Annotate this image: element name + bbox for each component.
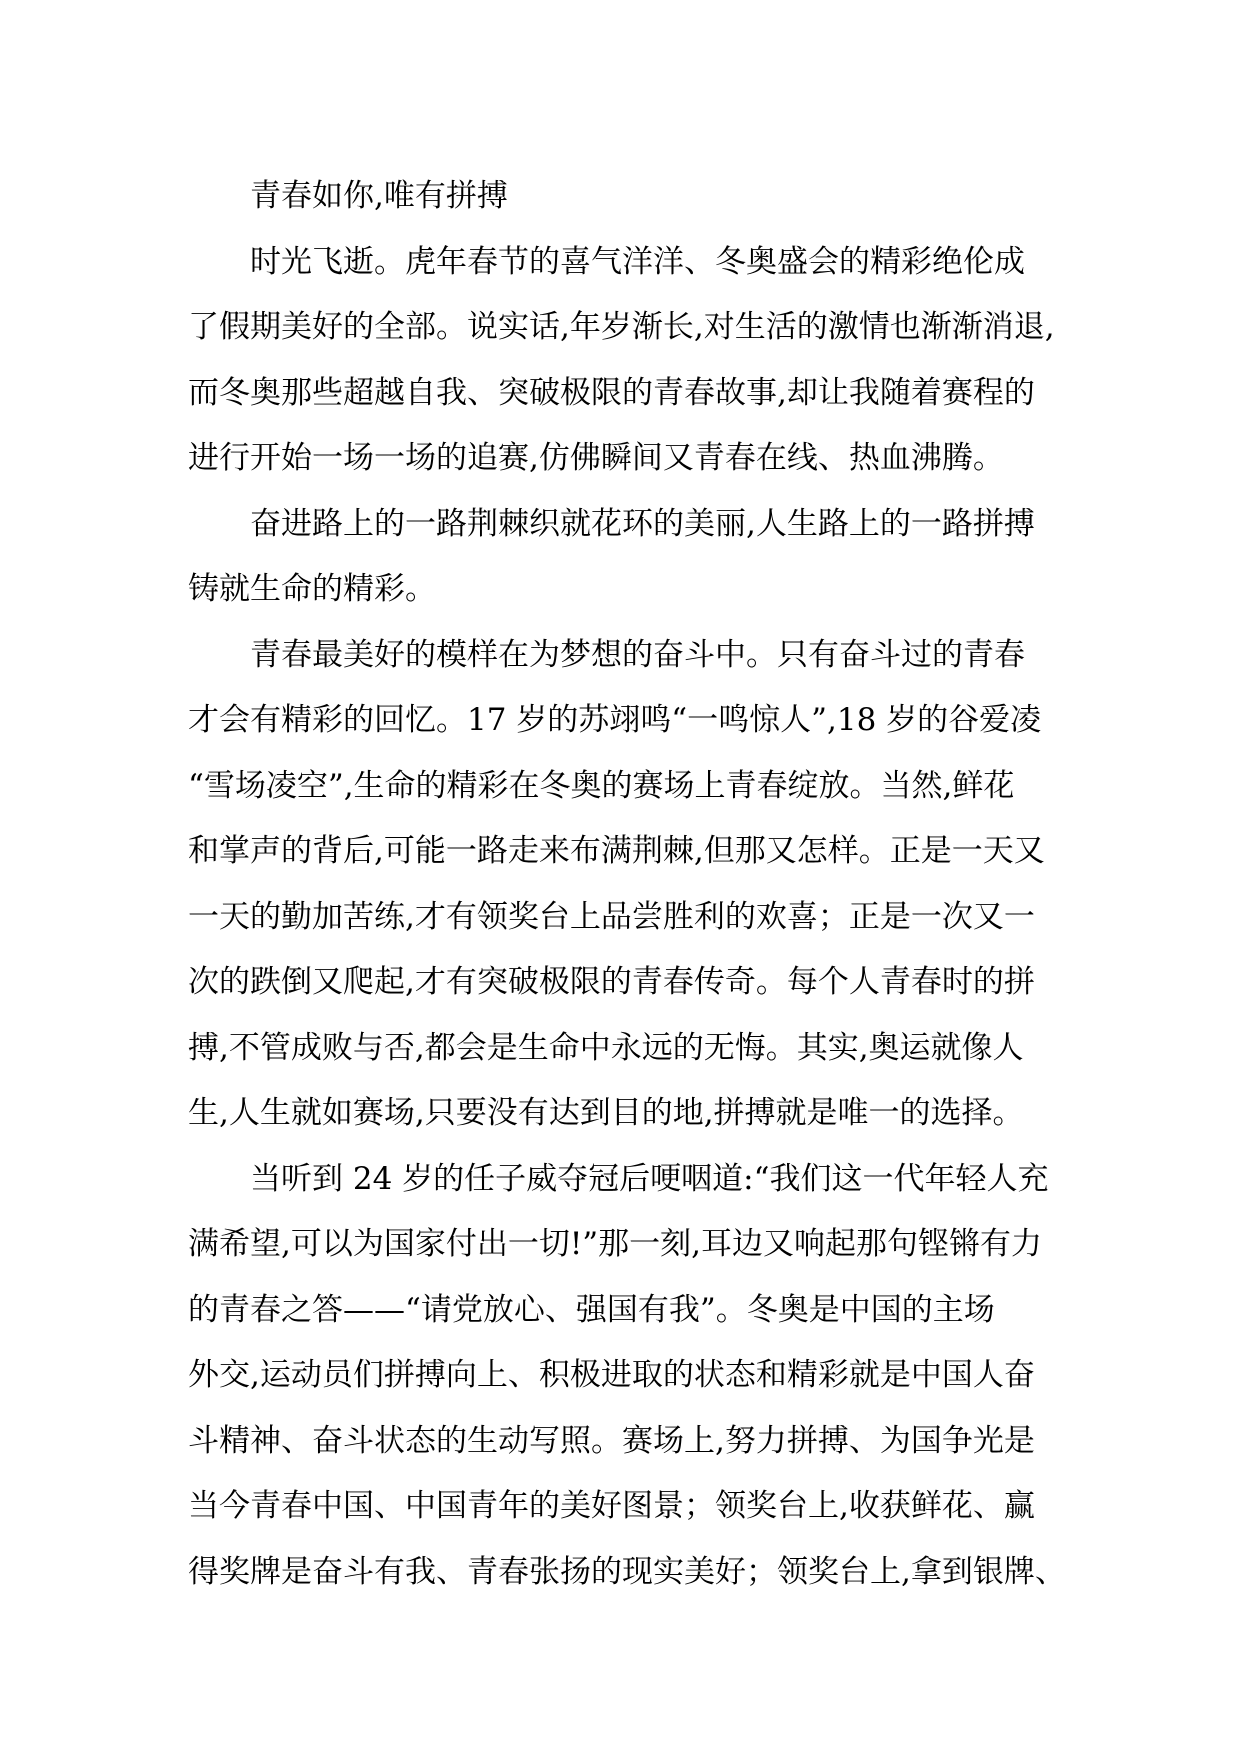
text-line: 一天的勤加苦练,才有领奖台上品尝胜利的欢喜；正是一次又一 <box>188 898 1035 935</box>
text-line: 而冬奥那些超越自我、突破极限的青春故事,却让我随着赛程的 <box>188 374 1035 411</box>
text-line: 生,人生就如赛场,只要没有达到目的地,拼搏就是唯一的选择。 <box>188 1095 1024 1131</box>
text-line: 和掌声的背后,可能一路走来布满荆棘,但那又怎样。正是一天又 <box>188 833 1045 869</box>
text-line: 满希望,可以为国家付出一切!”那一刻,耳边又响起那句铿锵有力 <box>188 1226 1043 1262</box>
text-line: 青春最美好的模样在为梦想的奋斗中。只有奋斗过的青春 <box>250 636 1025 673</box>
document-title: 青春如你,唯有拼搏 <box>250 178 508 214</box>
text-line: 铸就生命的精彩。 <box>188 571 436 607</box>
text-line: 当听到 24 岁的任子威夺冠后哽咽道:“我们这一代年轻人充 <box>250 1160 1049 1197</box>
text-line: 进行开始一场一场的追赛,仿佛瞬间又青春在线、热血沸腾。 <box>188 440 1004 476</box>
text-line: 时光飞逝。虎年春节的喜气洋洋、冬奥盛会的精彩绝伦成 <box>250 243 1025 280</box>
text-line: 斗精神、奋斗状态的生动写照。赛场上,努力拼搏、为国争光是 <box>188 1422 1035 1459</box>
text-line: 次的跌倒又爬起,才有突破极限的青春传奇。每个人青春时的拼 <box>188 964 1035 1000</box>
text-line: 了假期美好的全部。说实话,年岁渐长,对生活的激情也渐渐消退, <box>188 309 1055 345</box>
text-line: 搏,不管成败与否,都会是生命中永远的无悔。其实,奥运就像人 <box>188 1029 1024 1066</box>
text-line: 的青春之答——“请党放心、强国有我”。冬奥是中国的主场 <box>188 1291 995 1328</box>
text-line: 才会有精彩的回忆。17 岁的苏翊鸣“一鸣惊人”,18 岁的谷爱凌 <box>188 702 1042 738</box>
text-line: 当今青春中国、中国青年的美好图景；领奖台上,收获鲜花、赢 <box>188 1488 1035 1524</box>
text-line: 外交,运动员们拼搏向上、积极进取的状态和精彩就是中国人奋 <box>188 1357 1035 1393</box>
text-line: “雪场凌空”,生命的精彩在冬奥的赛场上青春绽放。当然,鲜花 <box>188 767 1015 804</box>
text-line: 得奖牌是奋斗有我、青春张扬的现实美好；领奖台上,拿到银牌、 <box>188 1553 1066 1590</box>
document-body <box>188 172 1068 1613</box>
text-line: 奋进路上的一路荆棘织就花环的美丽,人生路上的一路拼搏 <box>250 505 1035 542</box>
